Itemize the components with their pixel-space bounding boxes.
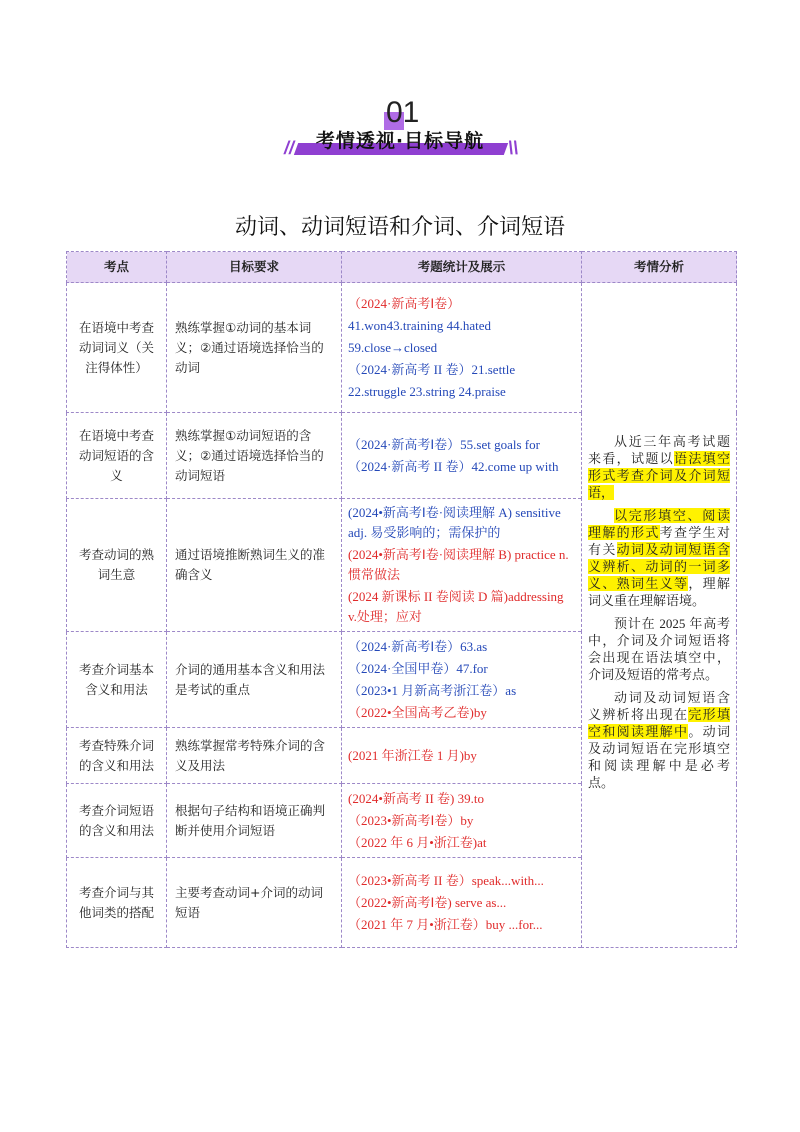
exam-item: (2024•新高考 II 卷) 39.to <box>348 790 484 806</box>
highlighted-text: 动词及动词短语含义辨析、动词的一词多义、熟词生义等 <box>588 542 730 591</box>
highlighted-text: 以完形填空、阅读理解的形式 <box>588 508 730 540</box>
cell-exam-stats <box>342 858 582 948</box>
exam-item: （2023•新高考Ⅰ卷）by <box>348 812 474 828</box>
section-header <box>0 88 800 168</box>
exam-item: (2024•新高考Ⅰ卷·阅读理解 B) practice n. 惯常做法 <box>348 547 569 582</box>
cell-goal: 熟练掌握常考特殊介词的含义及用法 <box>167 728 342 784</box>
exam-item: （2022•全国高考乙卷)by <box>348 704 487 720</box>
exam-item: （2021 年 7 月•浙江卷）buy ...for... <box>348 916 543 932</box>
cell-topic: 考查动词的熟词生意 <box>67 499 167 632</box>
exam-item: 41.won43.training 44.hated <box>348 317 491 333</box>
header-analysis: 考情分析 <box>582 252 737 283</box>
exam-item: （2023•新高考 II 卷）speak...with... <box>348 872 544 888</box>
slash-deco-right: \\ <box>508 138 519 158</box>
cell-exam-stats <box>342 499 582 632</box>
highlighted-text: 完形填空和阅读理解中 <box>588 707 730 739</box>
cell-goal: 主要考查动词+介词的动词短语 <box>167 858 342 948</box>
analysis-text: 考查学生对有关 <box>588 525 730 557</box>
cell-goal: 熟练掌握①动词短语的含义；②通过语境选择恰当的动词短语 <box>167 413 342 499</box>
exam-item: 22.struggle 23.string 24.praise <box>348 383 506 399</box>
exam-item: 59.close→closed <box>348 339 438 355</box>
analysis-paragraph <box>588 507 730 609</box>
analysis-paragraph <box>588 689 730 791</box>
exam-item: (2024 新课标 II 卷阅读 D 篇)addressing v.处理；应对 <box>348 589 564 624</box>
cell-goal: 根据句子结构和语境正确判断并使用介词短语 <box>167 784 342 858</box>
table-row <box>67 283 737 413</box>
section-number: 01 <box>386 96 420 129</box>
slash-deco-left: // <box>284 138 295 158</box>
cell-topic: 考查介词与其他词类的搭配 <box>67 858 167 948</box>
cell-topic: 在语境中考查动词短语的含义 <box>67 413 167 499</box>
exam-item: （2022•新高考Ⅰ卷) serve as... <box>348 894 507 910</box>
page-subtitle: 动词、动词短语和介词、介词短语 <box>234 215 565 240</box>
analysis-text: 。动词及动词短语在完形填空和阅读理解中是必考点。 <box>588 724 730 790</box>
exam-item: （2024·新高考Ⅰ卷）63.as <box>348 638 488 654</box>
cell-exam-stats <box>342 283 582 413</box>
cell-topic: 考查介词短语的含义和用法 <box>67 784 167 858</box>
cell-exam-stats <box>342 413 582 499</box>
exam-item: （2022 年 6 月•浙江卷)at <box>348 834 487 850</box>
cell-topic: 在语境中考查动词词义（关注得体性） <box>67 283 167 413</box>
cell-exam-stats <box>342 784 582 858</box>
exam-item: （2023•1 月新高考浙江卷）as <box>348 682 517 698</box>
cell-goal: 通过语境推断熟词生义的准确含义 <box>167 499 342 632</box>
table-header-row <box>67 252 737 283</box>
cell-exam-stats <box>342 728 582 784</box>
analysis-text: 预计在 2025 年高考中，介词及介词短语将会出现在语法填空中，介词及短语的常考点。 <box>588 616 730 682</box>
analysis-paragraph <box>588 615 730 683</box>
exam-item: （2024·全国甲卷）47.for <box>348 660 488 676</box>
header-goal: 目标要求 <box>167 252 342 283</box>
exam-item: (2024•新高考Ⅰ卷·阅读理解 A) sensitive adj. 易受影响的；需保护的 <box>348 505 561 540</box>
exam-item: （2024·新高考Ⅰ卷） <box>348 295 461 311</box>
cell-analysis <box>582 283 737 948</box>
exam-item: （2024·新高考 II 卷）42.come up with <box>348 458 559 474</box>
cell-topic: 考查特殊介词的含义和用法 <box>67 728 167 784</box>
analysis-text: ，理解词义重在理解语境。 <box>588 576 730 608</box>
analysis-paragraph <box>588 433 730 501</box>
header-topic: 考点 <box>67 252 167 283</box>
cell-goal: 熟练掌握①动词的基本词义；②通过语境选择恰当的动词 <box>167 283 342 413</box>
highlighted-text: 语法填空形式考查介词及介词短语， <box>588 451 730 500</box>
exam-analysis-table <box>66 251 737 948</box>
analysis-text: 动词及动词短语含义辨析将出现在 <box>588 690 730 722</box>
header-stats: 考题统计及展示 <box>342 252 582 283</box>
exam-item: （2024·新高考Ⅰ卷）55.set goals for <box>348 436 540 452</box>
exam-item: （2024·新高考 II 卷）21.settle <box>348 361 516 377</box>
cell-exam-stats <box>342 632 582 728</box>
analysis-text: 从近三年高考试题来看，试题以 <box>588 434 730 466</box>
section-title: 考情透视·目标导航 <box>315 130 485 152</box>
section-number-badge <box>384 96 420 130</box>
cell-goal: 介词的通用基本含义和用法是考试的重点 <box>167 632 342 728</box>
cell-topic: 考查介词基本含义和用法 <box>67 632 167 728</box>
exam-item: (2021 年浙江卷 1 月)by <box>348 747 477 763</box>
